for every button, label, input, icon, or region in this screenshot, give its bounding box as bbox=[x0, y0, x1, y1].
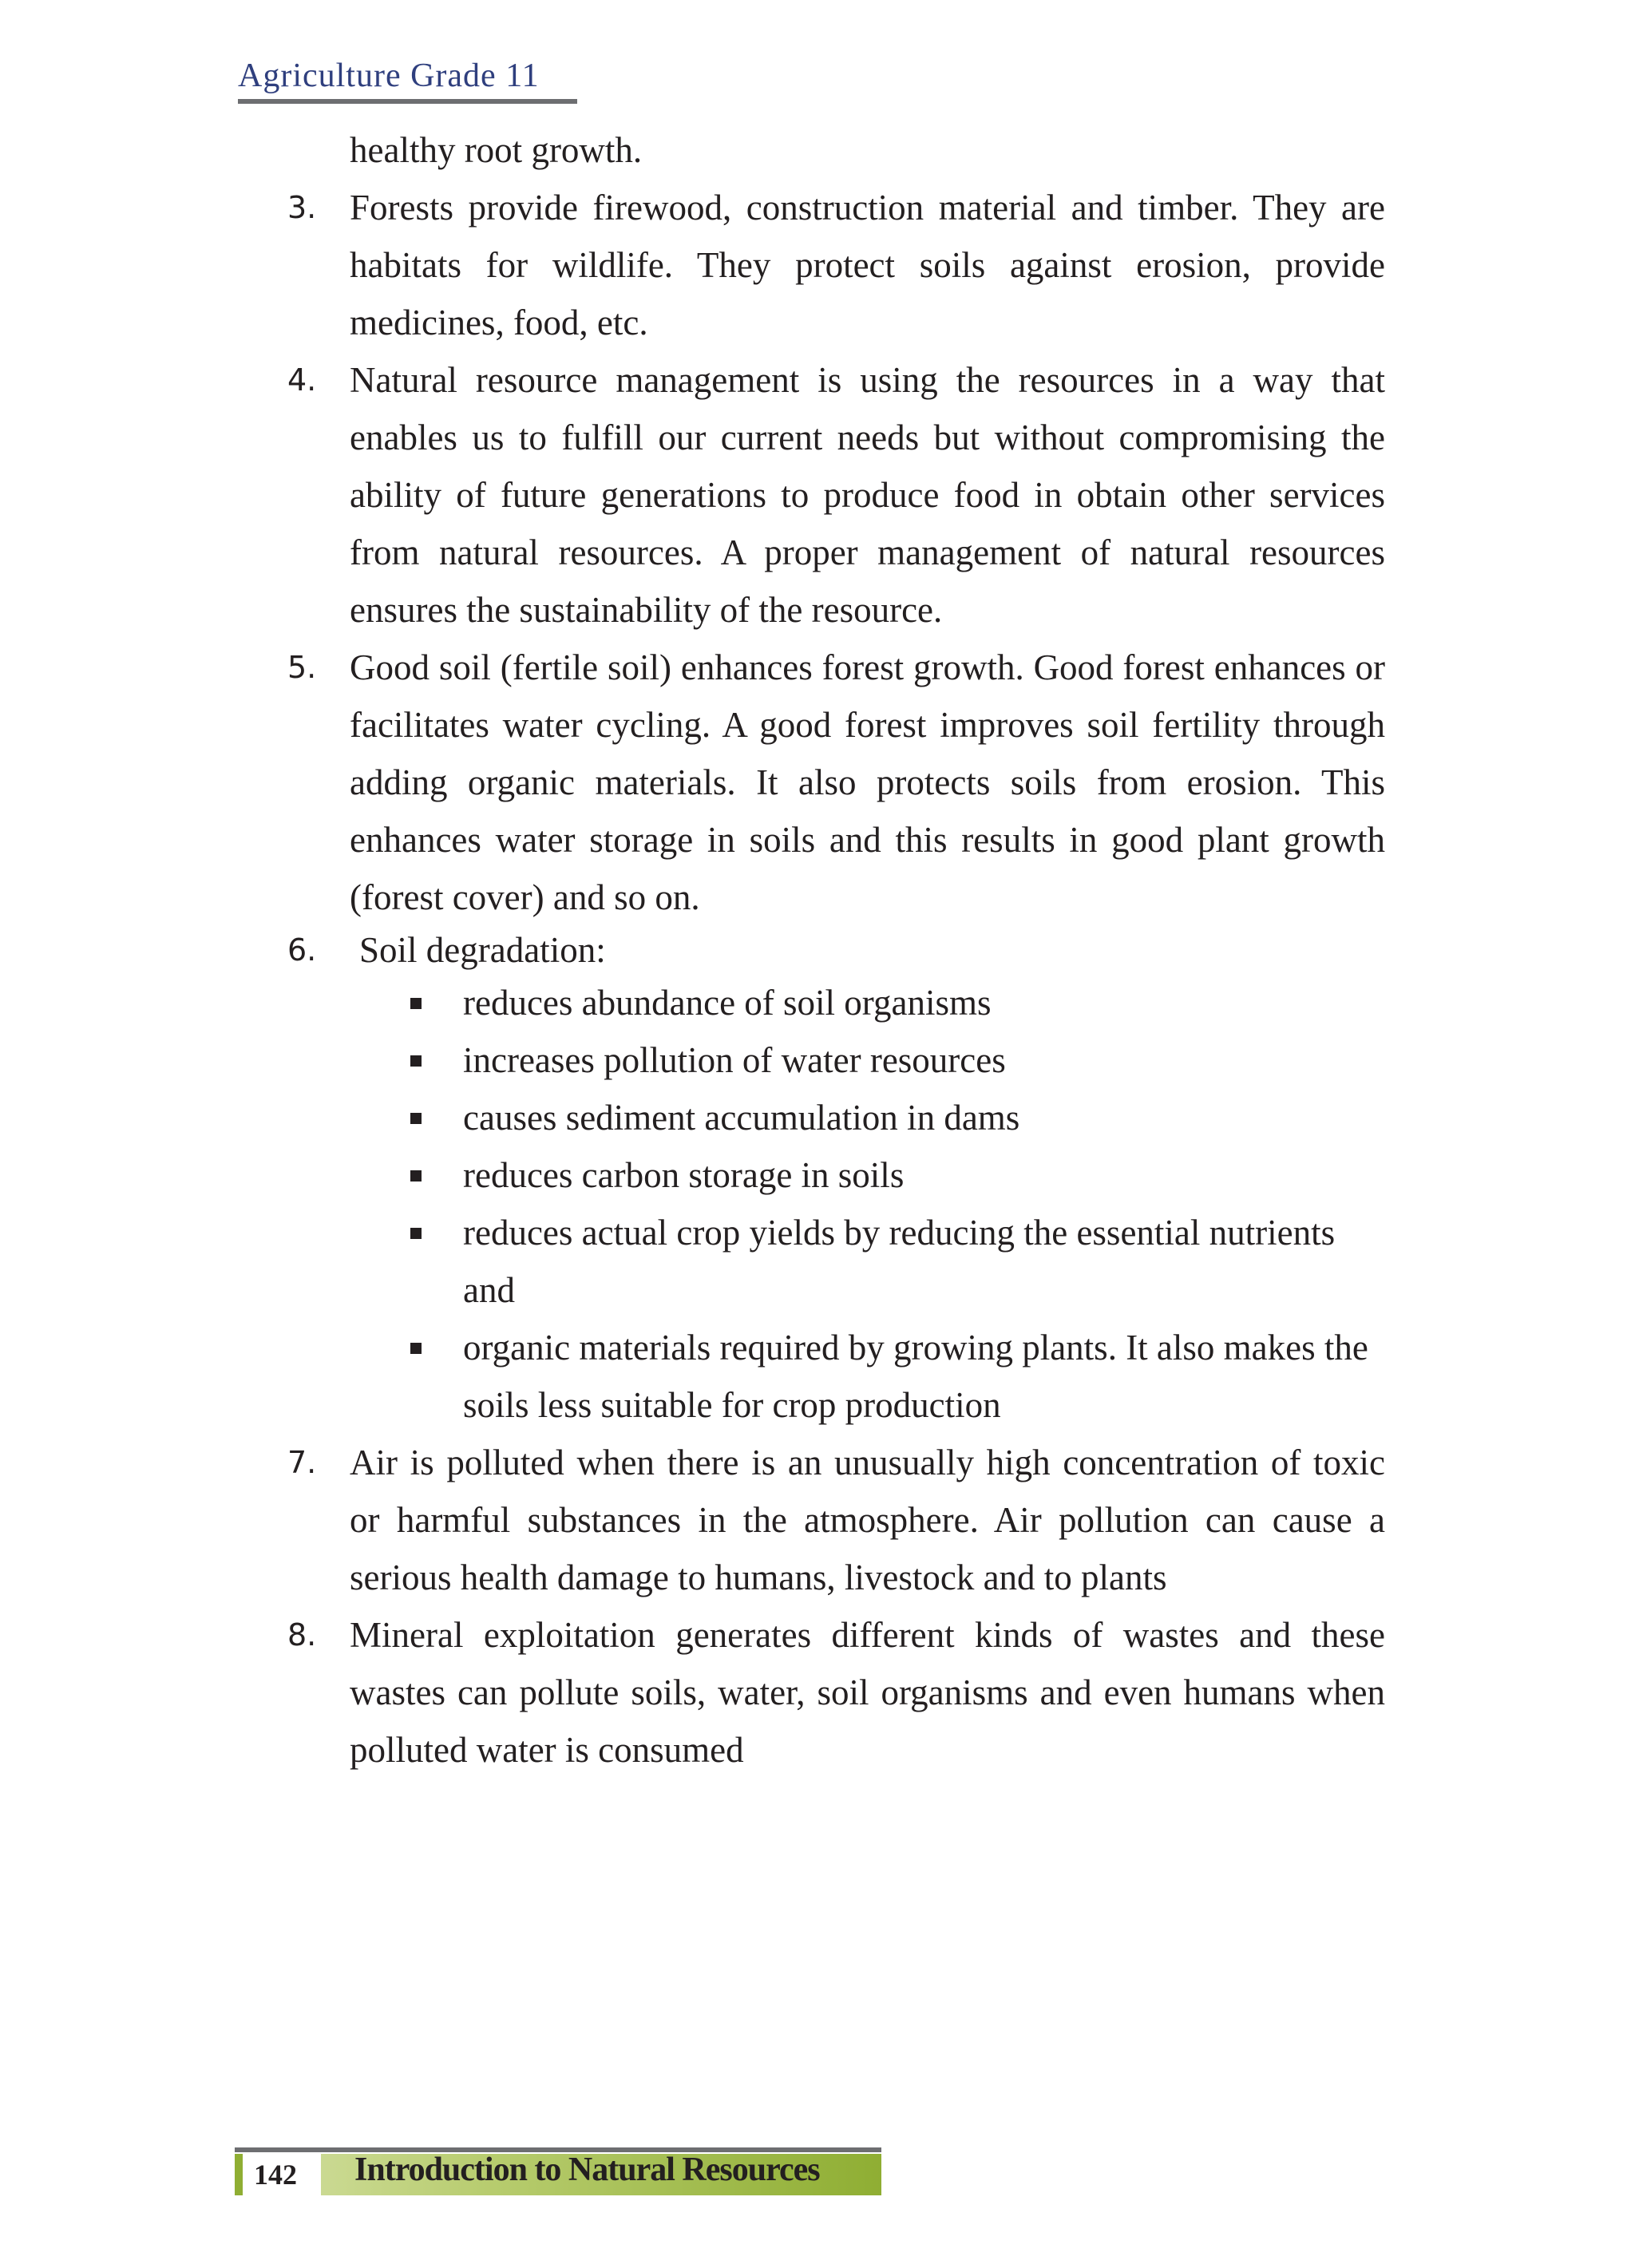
list-item-7 bbox=[287, 1434, 1385, 1606]
square-bullet-icon bbox=[410, 1113, 422, 1124]
item-text: Mineral exploitation generates different kinds of wastes and these wastes can pollute soils, water, soil organisms and even humans when polluted water is consumed bbox=[350, 1615, 1385, 1770]
item-number: 3. bbox=[287, 190, 317, 225]
item-text: Natural resource management is using the resources in a way that enables us to fulfill our current needs but without compromising the ability of future generations to produce food in obtain other services from natural resources. A proper management of natural resources ensures the sustainability of the resource. bbox=[350, 360, 1385, 630]
bullet-text: reduces carbon storage in soils bbox=[463, 1155, 905, 1195]
item-number: 7. bbox=[287, 1445, 317, 1480]
bullet-text: reduces actual crop yields by reducing the essential nutrients and bbox=[463, 1213, 1336, 1310]
square-bullet-icon bbox=[410, 998, 422, 1009]
bullet-item bbox=[463, 1319, 1385, 1434]
item-text: Soil degradation: bbox=[359, 930, 606, 970]
page-number-box bbox=[235, 2154, 321, 2195]
item-text: Forests provide firewood, construction material and timber. They are habitats for wildlife. They protect soils against erosion, provide medicines, food, etc. bbox=[350, 188, 1385, 342]
item-text: Good soil (fertile soil) enhances forest growth. Good forest enhances or facilitates water cycling. A good forest improves soil fertility through adding organic materials. It also protects soils from erosion. This enhances water storage in soils and this results in good plant growth (forest cover) and so on. bbox=[350, 647, 1385, 917]
footer-bar bbox=[235, 2151, 881, 2195]
bullet-text: reduces abundance of soil organisms bbox=[463, 983, 992, 1023]
item-number: 5. bbox=[287, 650, 317, 685]
list-item-6 bbox=[287, 926, 1385, 1434]
answer-list bbox=[287, 121, 1385, 1779]
continuation-text: healthy root growth. bbox=[350, 130, 643, 170]
item-number: 8. bbox=[287, 1617, 317, 1653]
bullet-text: organic materials required by growing plants. It also makes the soils less suitable for crop production bbox=[463, 1328, 1368, 1425]
item-number: 6. bbox=[287, 932, 317, 968]
header-title: Agriculture Grade 11 bbox=[238, 57, 540, 94]
bullet-item bbox=[463, 1204, 1385, 1319]
list-item-3 bbox=[287, 179, 1385, 351]
square-bullet-icon bbox=[410, 1170, 422, 1181]
square-bullet-icon bbox=[410, 1055, 422, 1067]
list-item-5 bbox=[287, 639, 1385, 926]
bullet-list bbox=[287, 974, 1385, 1434]
list-item-8 bbox=[287, 1606, 1385, 1779]
item-text: Air is polluted when there is an unusually high concentration of toxic or harmful substances in the atmosphere. Air pollution can cause a serious health damage to humans, livestock and to plants bbox=[350, 1443, 1385, 1597]
list-item-4 bbox=[287, 351, 1385, 639]
square-bullet-icon bbox=[410, 1228, 422, 1239]
page-number: 142 bbox=[254, 2159, 297, 2191]
item-number: 4. bbox=[287, 362, 317, 398]
chapter-title: Introduction to Natural Resources bbox=[354, 2151, 820, 2188]
square-bullet-icon bbox=[410, 1343, 422, 1354]
bullet-item bbox=[463, 1146, 1385, 1204]
header-rule bbox=[238, 99, 577, 104]
bullet-text: causes sediment accumulation in dams bbox=[463, 1098, 1020, 1138]
bullet-item bbox=[463, 1031, 1385, 1089]
page-footer bbox=[235, 2147, 881, 2195]
bullet-text: increases pollution of water resources bbox=[463, 1040, 1006, 1080]
running-header bbox=[238, 56, 577, 104]
bullet-item bbox=[463, 974, 1385, 1031]
bullet-item bbox=[463, 1089, 1385, 1146]
